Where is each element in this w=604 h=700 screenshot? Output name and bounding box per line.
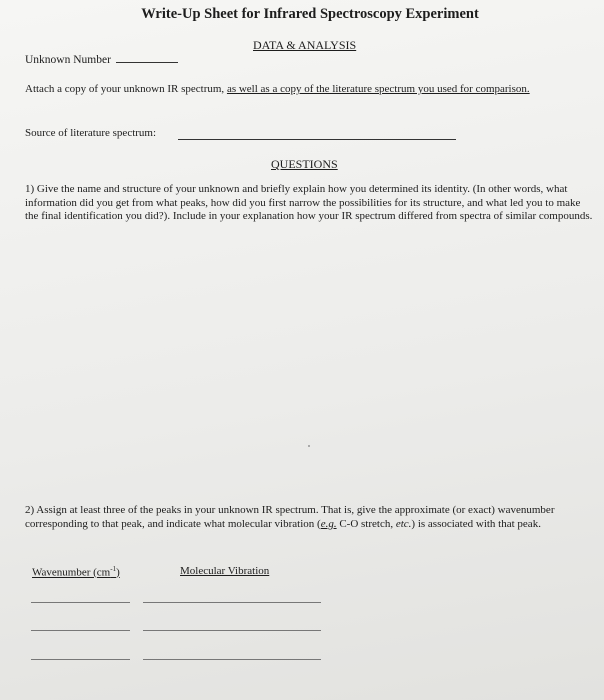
attach-text-underlined: as well as a copy of the literature spectrum you used for comparison. [226, 83, 530, 95]
questions-heading: QUESTIONS [271, 157, 338, 171]
wavenumber-header [32, 565, 120, 579]
source-row [25, 127, 156, 139]
wavenumber-header-text: Wavenumber (cm [32, 566, 111, 579]
unknown-number-row [25, 54, 178, 66]
attach-instruction [25, 83, 595, 97]
vibration-blank-2[interactable] [143, 630, 321, 631]
vibration-blank-1[interactable] [143, 602, 321, 603]
question-2 [25, 504, 595, 531]
question-1: 1) Give the name and structure of your unknown and briefly explain how you determined its identity. (In other words, what information did you get from what peaks, how did you first narrow the possibilities for its structure, and what led you to make the final identification you did?). Include in your explanation how your IR spectrum differed from spectra of similar compounds. [25, 183, 593, 222]
source-blank[interactable] [178, 139, 456, 140]
unknown-number-blank[interactable] [116, 62, 178, 63]
section-heading-data-analysis: DATA & ANALYSIS [253, 38, 357, 52]
question-2-text: 2) Assign at least three of the peaks in your unknown IR spectrum. That is, give the approximate (or exact) wavenumber corresponding to that peak, and indicate what molecular vibration ( [25, 504, 555, 530]
question-2-end: ) is associated with that peak. [411, 517, 541, 530]
eg-abbrev: e.g. [320, 517, 337, 530]
wavenumber-blank-1[interactable] [31, 602, 130, 603]
wavenumber-header-close: ) [116, 566, 120, 579]
attach-text: Attach a copy of your unknown IR spectrum, [25, 83, 227, 95]
etc-abbrev: etc. [395, 517, 412, 530]
vibration-header: Molecular Vibration [180, 565, 270, 577]
wavenumber-header-sup: -1 [110, 565, 117, 573]
source-label: Source of literature spectrum: [25, 127, 157, 139]
wavenumber-blank-3[interactable] [31, 659, 130, 660]
speck-mark [308, 445, 310, 447]
wavenumber-blank-2[interactable] [31, 630, 130, 631]
question-2-example: C-O stretch, [336, 517, 396, 530]
vibration-blank-3[interactable] [143, 659, 321, 660]
unknown-number-label: Unknown Number [25, 54, 111, 66]
page-title: Write-Up Sheet for Infrared Spectroscopy Experiment [141, 6, 479, 22]
